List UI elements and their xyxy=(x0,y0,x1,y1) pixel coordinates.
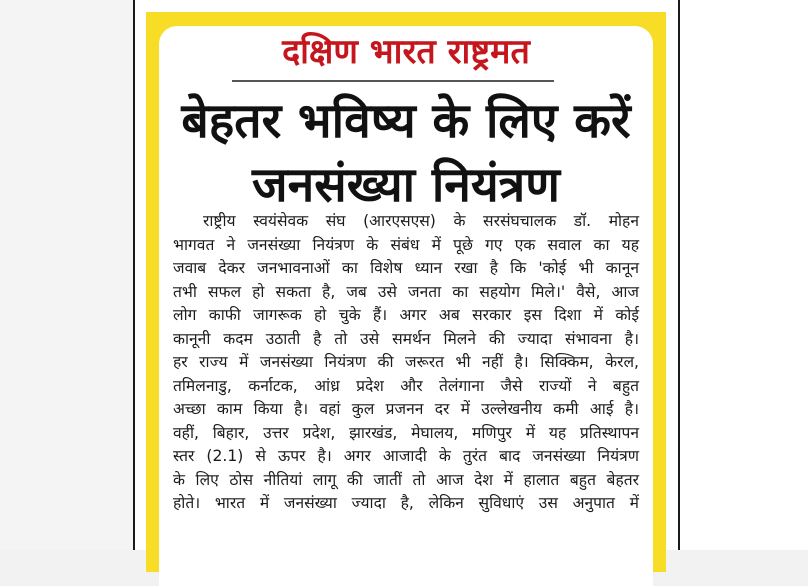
body-line: अच्छा काम किया है। वहां कुल प्रजनन दर में उल्लेखनीय कमी आई है। xyxy=(173,400,639,418)
body-line: तमिलनाडु, कर्नाटक, आंध्र प्रदेश और तेलंगाना जैसे राज्यों ने बहुत xyxy=(173,376,639,395)
masthead-title: दक्षिण भारत राष्ट्रमत xyxy=(282,32,530,72)
headline-line-1: बेहतर भविष्य के लिए करें xyxy=(181,93,631,149)
body-line: होते। भारत में जनसंख्या ज्यादा है, लेकिन सुविधाएं उस अनुपात में xyxy=(173,494,639,512)
body-line: कानूनी कदम उठाती है तो उसे समर्थन मिलने की ज्यादा संभावना है। xyxy=(173,329,639,348)
headline-line-2: जनसंख्या नियंत्रण xyxy=(252,157,560,213)
masthead-divider xyxy=(232,80,554,82)
article-body xyxy=(173,210,639,516)
body-line: जवाब देकर जनभावनाओं का विशेष ध्यान रखा है कि 'कोई भी कानून xyxy=(173,259,639,277)
article-headline xyxy=(159,89,653,217)
body-line: राष्ट्रीय स्वयंसेवक संघ (आरएसएस) के सरसंघचालक डॉ. मोहन xyxy=(203,212,639,230)
body-line: स्तर (2.1) से ऊपर है। अगर आजादी के तुरंत बाद जनसंख्या नियंत्रण xyxy=(173,447,639,465)
body-line: भागवत ने जनसंख्या नियंत्रण के संबंध में पूछे गए एक सवाल का यह xyxy=(173,235,639,254)
page-left-margin xyxy=(0,0,133,550)
body-line: वहीं, बिहार, उत्तर प्रदेश, झारखंड, मेघालय, मणिपुर में यह प्रतिस्थापन xyxy=(173,423,639,442)
body-line: लोग काफी जागरूक हो चुके हैं। अगर अब सरकार इस दिशा में कोई xyxy=(173,306,639,324)
page-right-margin xyxy=(680,0,808,550)
body-line: हर राज्य में जनसंख्या नियंत्रण की जरूरत भी नहीं है। सिक्किम, केरल, xyxy=(173,353,639,371)
body-line: तभी सफल हो सकता है, जब उसे जनता का सहयोग मिले।' वैसे, आज xyxy=(173,282,639,301)
body-line: के लिए ठोस नीतियां लागू की जातीं तो आज देश में हालात बहुत बेहतर xyxy=(173,470,639,489)
